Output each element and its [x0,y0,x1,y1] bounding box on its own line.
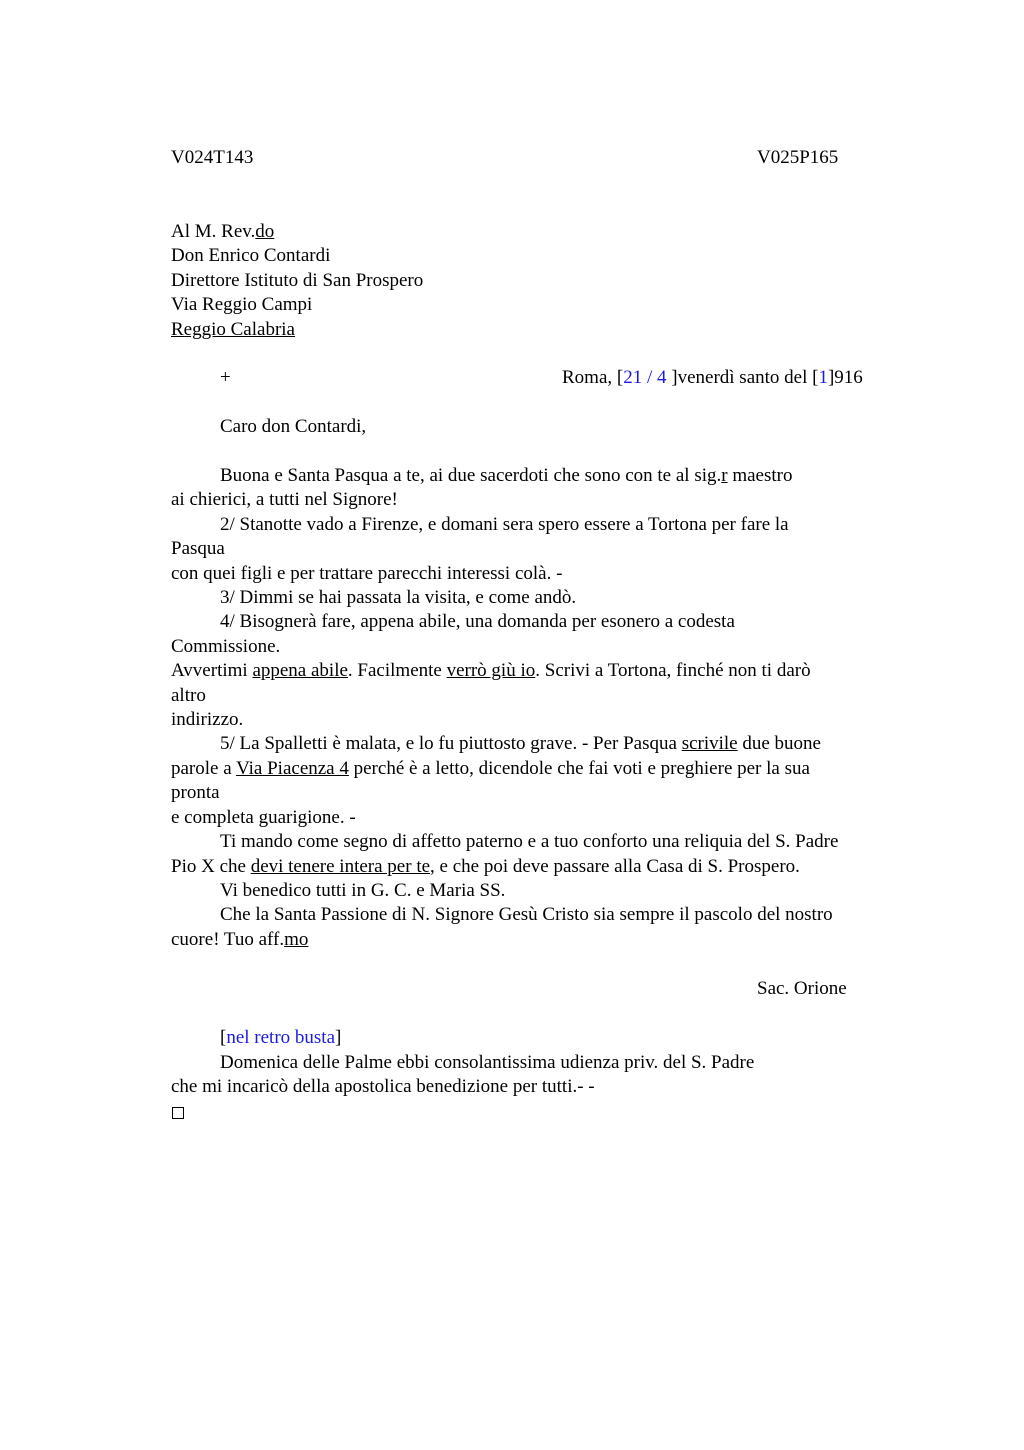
body-line: Buona e Santa Pasqua a te, ai due sacerdoti che sono con te al sig.r maestro [220,465,793,486]
postscript-line-1: Domenica delle Palme ebbi consolantissima udienza priv. del S. Padre [220,1052,755,1073]
salutation: Caro don Contardi, [220,416,367,437]
body-line: 2/ Stanotte vado a Firenze, e domani sera spero essere a Tortona per fare la [220,513,789,535]
body-line: con quei figli e per trattare parecchi interessi colà. - [171,562,563,584]
signature: Sac. Orione [757,978,847,999]
body-line: Avvertimi appena abile. Facilmente verrò giù io. Scrivi a Tortona, finché non ti darò [171,660,811,682]
abbreviation-suffix: do [255,221,275,242]
editorial-year-digit: 1 [818,367,828,388]
dateline: Roma, [21 / 4 ]venerdì santo del [1]916 [562,367,863,388]
editorial-date: 21 / 4 [623,367,672,388]
address-line-4: Via Reggio Campi [171,294,313,316]
address-line-1: Al M. Rev.do [171,221,275,242]
letter-body [171,464,901,952]
postscript-note: [nel retro busta] [220,1027,342,1048]
body-line: parole a Via Piacenza 4 perché è a letto, dicendole che fai voti e preghiere per la sua [171,757,810,779]
address-line-5: Reggio Calabria [171,318,295,340]
body-line: Pasqua [171,538,225,560]
body-line: Commissione. [171,635,281,657]
end-marker [172,1100,184,1124]
body-line: Che la Santa Passione di N. Signore Gesù Cristo sia sempre il pascolo del nostro [220,904,833,926]
body-line: 4/ Bisognerà fare, appena abile, una domanda per esonero a codesta [220,611,735,633]
body-line: indirizzo. [171,709,244,731]
body-line: 5/ La Spalletti è malata, e lo fu piuttosto grave. - Per Pasqua scrivile due buone [220,733,821,755]
archive-ref-right: V025P165 [757,147,839,168]
body-line: Ti mando come segno di affetto paterno e a tuo conforto una reliquia del S. Padre [220,831,839,853]
archive-ref-left: V024T143 [171,147,254,168]
body-line: 3/ Dimmi se hai passata la visita, e come andò. [220,587,577,609]
address-line-3: Direttore Istituto di San Prospero [171,269,424,291]
cross-symbol: + [220,367,231,388]
postscript-line-2: che mi incaricò della apostolica benedizione per tutti.- - [171,1076,595,1097]
body-line: cuore! Tuo aff.mo [171,928,309,950]
body-line: pronta [171,782,220,804]
editorial-note: nel retro busta [226,1027,336,1048]
body-line: altro [171,684,206,706]
address-block [171,220,423,342]
body-line: Vi benedico tutti in G. C. e Maria SS. [220,879,506,901]
address-line-2: Don Enrico Contardi [171,245,331,267]
body-line: ai chierici, a tutti nel Signore! [171,489,398,511]
square-marker-icon [172,1107,184,1119]
body-line: e completa guarigione. - [171,806,356,828]
body-line: Pio X che devi tenere intera per te, e che poi deve passare alla Casa di S. Prospero. [171,855,800,877]
